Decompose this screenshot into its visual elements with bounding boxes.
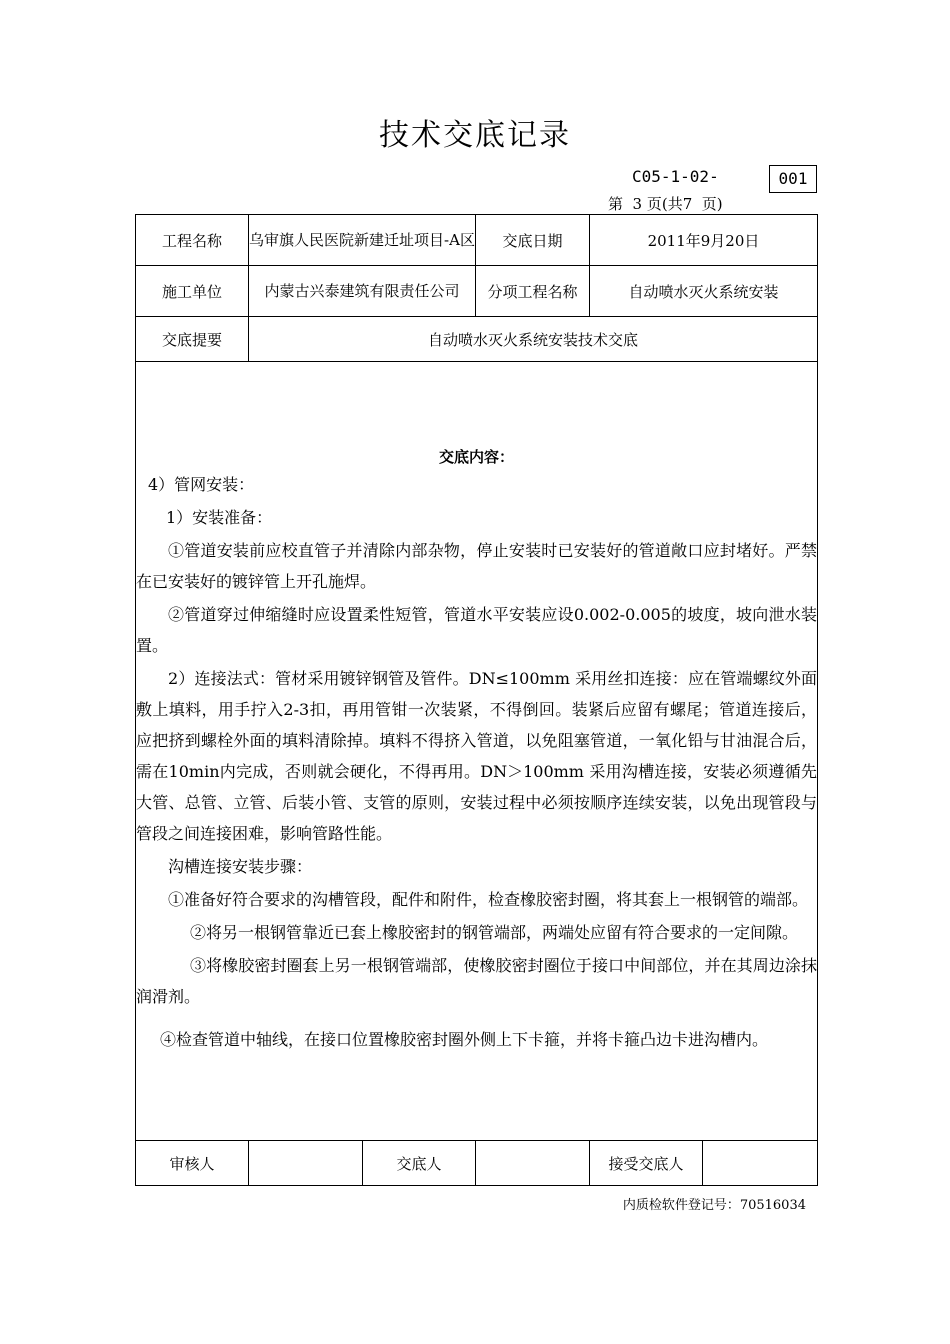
- content-paragraph: ①管道安装前应校直管子并清除内部杂物，停止安装时已安装好的管道敞口应封堵好。严禁在已安装好的镀锌管上开孔施焊。: [136, 541, 817, 591]
- document-title: 技术交底记录: [379, 118, 571, 153]
- subproject-value: 自动喷水灭火系统安装: [590, 266, 818, 317]
- content-paragraph: ③将橡胶密封圈套上另一根钢管端部，使橡胶密封圈位于接口中间部位，并在其周边涂抹润滑剂。: [136, 956, 817, 1006]
- reviewer-label: 审核人: [136, 1141, 249, 1186]
- row-contractor: [136, 266, 818, 317]
- receiver-label: 接受交底人: [590, 1141, 703, 1186]
- contractor-label: 施工单位: [136, 266, 249, 317]
- row-content: [136, 362, 818, 1141]
- row-signatures: [136, 1141, 818, 1186]
- receiver-value: [703, 1141, 818, 1186]
- content-paragraph: ②将另一根钢管靠近已套上橡胶密封的钢管端部，两端处应留有符合要求的一定间隙。: [190, 923, 799, 942]
- reviewer-value: [249, 1141, 363, 1186]
- project-name-value: 乌审旗人民医院新建迁址项目-A区: [249, 215, 476, 266]
- document-code: C05-1-02-: [632, 167, 719, 186]
- date-label: 交底日期: [476, 215, 590, 266]
- summary-label: 交底提要: [136, 317, 249, 362]
- content-paragraph: 沟槽连接安装步骤：: [168, 857, 313, 876]
- content-paragraph: ①准备好符合要求的沟槽管段，配件和附件，检查橡胶密封圈，将其套上一根钢管的端部。: [168, 890, 809, 909]
- document-number: 001: [769, 165, 817, 193]
- content-paragraph: 1）安装准备：: [166, 508, 273, 527]
- row-project: [136, 215, 818, 266]
- disclosure-table: [135, 214, 818, 1186]
- summary-value: 自动喷水灭火系统安装技术交底: [249, 317, 818, 362]
- contractor-value: 内蒙古兴泰建筑有限责任公司: [249, 266, 476, 317]
- row-summary: [136, 317, 818, 362]
- registration-number: 内质检软件登记号：70516034: [622, 1198, 806, 1213]
- project-name-label: 工程名称: [136, 215, 249, 266]
- presenter-value: [476, 1141, 590, 1186]
- page-info: 第 3 页(共7 页): [608, 195, 723, 213]
- date-value: 2011年9月20日: [590, 215, 818, 266]
- content-paragraph: 4）管网安装：: [148, 475, 255, 494]
- presenter-label: 交底人: [363, 1141, 476, 1186]
- subproject-label: 分项工程名称: [476, 266, 590, 317]
- content-heading: 交底内容：: [438, 448, 514, 466]
- content-cell: [136, 362, 818, 1141]
- content-paragraph: ②管道穿过伸缩缝时应设置柔性短管，管道水平安装应设0.002-0.005的坡度，坡向泄水装置。: [136, 605, 817, 655]
- content-paragraph: 2）连接法式：管材采用镀锌钢管及管件。DN≤100mm 采用丝扣连接：应在管端螺纹外面敷上填料，用手拧入2-3扣，再用管钳一次装紧，不得倒回。装紧后应留有螺尾；管道连接后，应把挤到螺栓外面的填料清除掉。填料不得挤入管道，以免阻塞管道，一氧化铅与甘油混合后，需在10min内完成，否则就会硬化，不得再用。DN＞100mm 采用沟槽连接，安装必须遵循先大管、总管、立管、后装小管、支管的原则，安装过程中必须按顺序连续安装，以免出现管段与管段之间连接困难，影响管路性能。: [136, 669, 817, 843]
- content-paragraph: ④检查管道中轴线，在接口位置橡胶密封圈外侧上下卡箍，并将卡箍凸边卡进沟槽内。: [160, 1030, 769, 1049]
